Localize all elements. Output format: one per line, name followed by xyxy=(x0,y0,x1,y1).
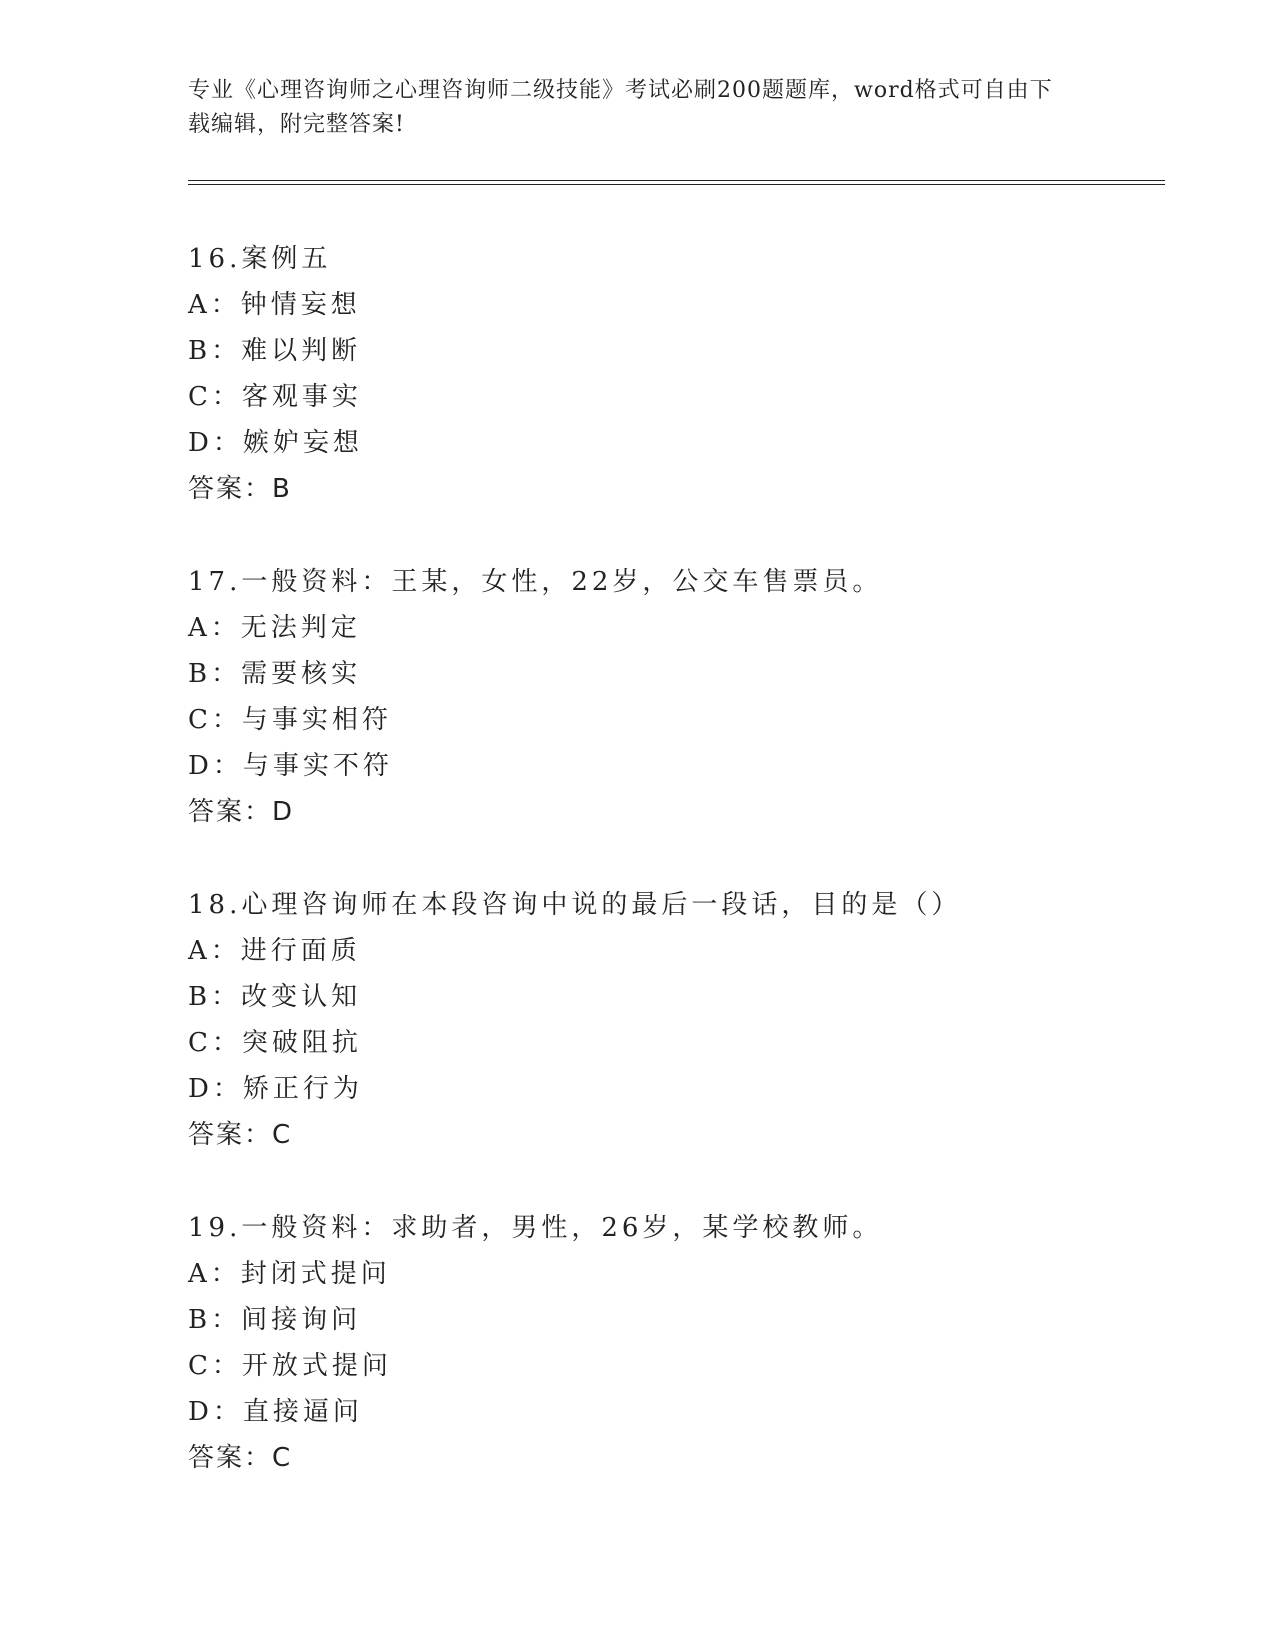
question-18 xyxy=(188,882,1148,1158)
option-b: B：需要核实 xyxy=(188,659,362,689)
answer: 答案：B xyxy=(188,474,292,504)
answer: 答案：D xyxy=(188,797,295,827)
question-stem: 17.一般资料：王某，女性，22岁，公交车售票员。 xyxy=(188,567,883,597)
option-a: A：无法判定 xyxy=(188,613,361,643)
question-16 xyxy=(188,236,1148,512)
option-a: A：进行面质 xyxy=(188,936,361,966)
option-b: B：间接询问 xyxy=(188,1305,362,1335)
question-19 xyxy=(188,1205,1148,1481)
option-a: A：钟情妄想 xyxy=(188,290,361,320)
option-d: D：直接逼问 xyxy=(188,1397,363,1427)
option-c: C：开放式提问 xyxy=(188,1351,392,1381)
option-a: A：封闭式提问 xyxy=(188,1259,391,1289)
option-d: D：矫正行为 xyxy=(188,1074,363,1104)
question-stem: 19.一般资料：求助者，男性，26岁，某学校教师。 xyxy=(188,1213,883,1243)
option-b: B：改变认知 xyxy=(188,982,362,1012)
option-d: D：嫉妒妄想 xyxy=(188,428,363,458)
header-divider-bottom xyxy=(188,184,1165,185)
question-stem: 18.心理咨询师在本段咨询中说的最后一段话，目的是（） xyxy=(188,890,962,920)
option-c: C：客观事实 xyxy=(188,382,362,412)
option-c: C：突破阻抗 xyxy=(188,1028,362,1058)
question-17 xyxy=(188,559,1148,835)
header-intro-text: 专业《心理咨询师之心理咨询师二级技能》考试必刷200题题库，word格式可自由下载编辑，附完整答案! xyxy=(188,78,1053,137)
option-c: C：与事实相符 xyxy=(188,705,392,735)
question-stem: 16.案例五 xyxy=(188,244,332,274)
header-divider-top xyxy=(188,180,1165,181)
answer: 答案：C xyxy=(188,1443,293,1473)
option-d: D：与事实不符 xyxy=(188,751,393,781)
document-header xyxy=(188,74,1068,142)
option-b: B：难以判断 xyxy=(188,336,362,366)
answer: 答案：C xyxy=(188,1120,293,1150)
